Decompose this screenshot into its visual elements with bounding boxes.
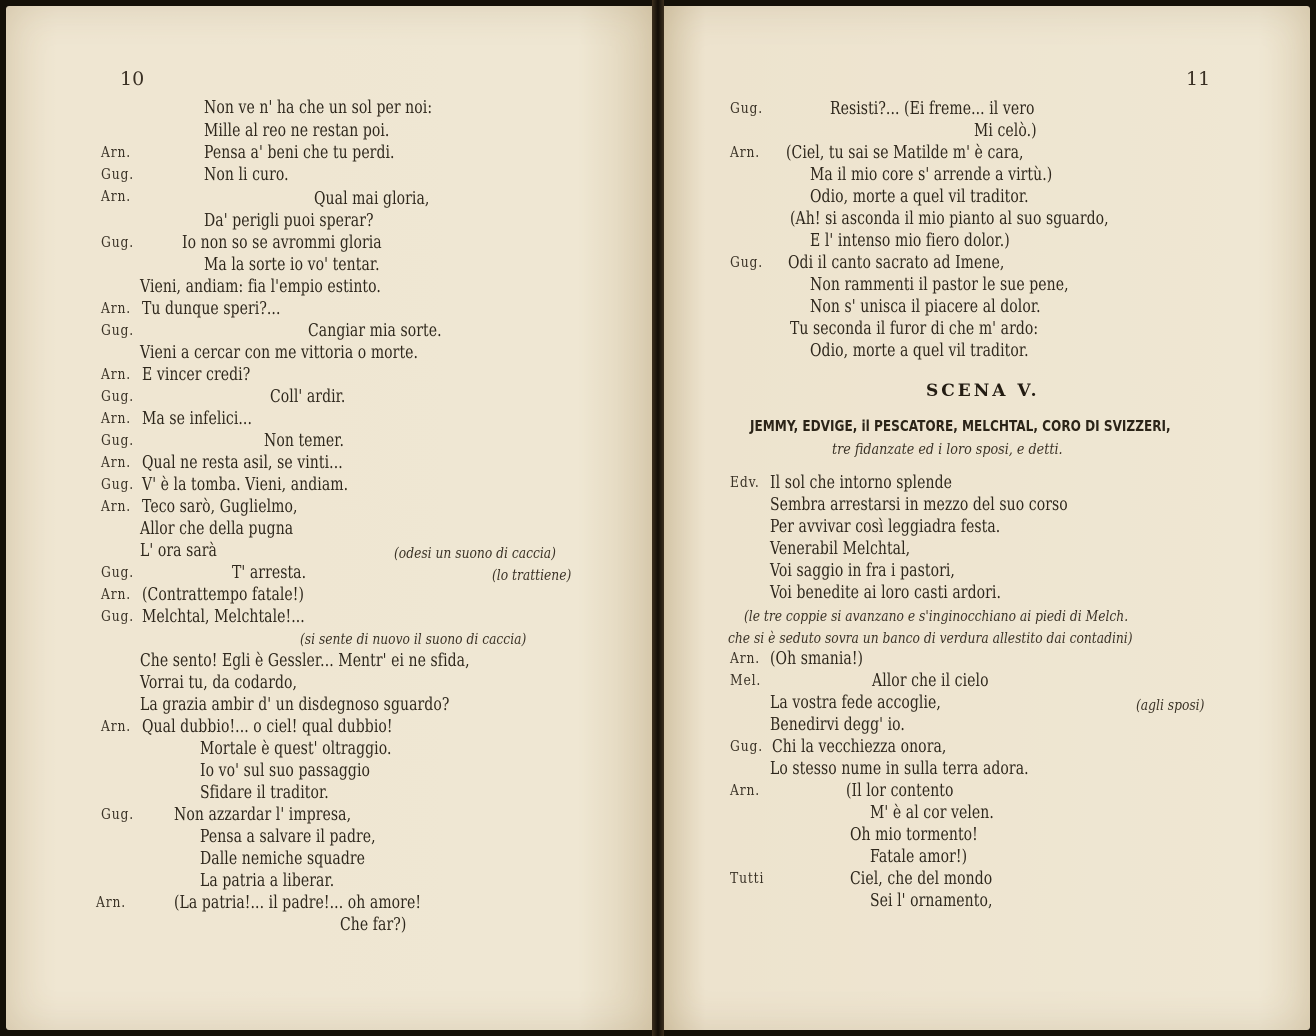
book-gutter [652,0,664,1036]
verse-line: L' ora sarà [140,541,217,561]
page-number: 11 [1186,68,1211,90]
verse-line: Non rammenti il pastor le sue pene, [810,275,1069,295]
speaker-label: Arn. [101,189,132,205]
verse-line: Vieni a cercar con me vittoria o morte. [140,343,419,363]
verse-line: Pensa a salvare il padre, [200,827,376,847]
verse-line: Il sol che intorno splende [770,473,952,493]
speaker-label: Arn. [101,455,132,471]
page-number: 10 [120,68,145,90]
verse-line: Odio, morte a quel vil traditor. [810,341,1029,361]
verse-line: Chi la vecchiezza onora, [772,737,947,757]
verse-line: Tu dunque speri?... [142,299,281,319]
verse-line: T' arresta. [232,563,307,583]
verse-line: Voi benedite ai loro casti ardori. [770,583,1001,603]
verse-line: Venerabil Melchtal, [770,539,911,559]
verse-line: Resisti?... (Ei freme... il vero [830,99,1035,119]
verse-line: M' è al cor velen. [870,803,994,823]
right-page [660,6,1310,1030]
verse-line: (Ah! si asconda il mio pianto al suo sguardo, [790,209,1109,229]
verse-line: Io non so se avrommi gloria [182,233,382,253]
verse-line: Mi celò.) [974,121,1037,141]
speaker-label: Gug. [730,255,764,271]
stage-direction: (le tre coppie si avanzano e s'inginocchiano ai piedi di Melch. [744,607,1129,625]
speaker-label: Arn. [730,145,761,161]
verse-line: Lo stesso nume in sulla terra adora. [770,759,1029,779]
stage-direction: (si sente di nuovo il suono di caccia) [300,630,527,648]
speaker-label: Gug. [101,609,135,625]
verse-line: Mille al reo ne restan poi. [204,121,390,141]
verse-line: Che far?) [340,915,407,935]
verse-line: Vorrai tu, da codardo, [140,673,298,693]
verse-line: Odi il canto sacrato ad Imene, [788,253,1005,273]
verse-line: (Contrattempo fatale!) [142,585,305,605]
verse-line: (Il lor contento [846,781,954,801]
verse-line: Da' perigli puoi sperar? [204,211,374,231]
stage-direction: (odesi un suono di caccia) [394,544,556,562]
speaker-label: Gug. [101,235,135,251]
cast-list: JEMMY, EDVIGE, il PESCATORE, MELCHTAL, CORO DI SVIZZERI, [750,417,1171,435]
stage-direction: che si è seduto sovra un banco di verdura allestito dai contadini) [728,629,1133,647]
speaker-label: Mel. [730,673,762,689]
verse-line: E l' intenso mio fiero dolor.) [810,231,1010,251]
left-page [6,6,656,1030]
verse-line: Non azzardar l' impresa, [174,805,352,825]
verse-line: E vincer credi? [142,365,251,385]
speaker-label: Arn. [101,145,132,161]
speaker-label: Arn. [101,411,132,427]
verse-line: Sfidare il traditor. [200,783,329,803]
speaker-label: Gug. [101,167,135,183]
verse-line: Sei l' ornamento, [870,891,993,911]
verse-line: (Ciel, tu sai se Matilde m' è cara, [786,143,1024,163]
stage-direction: (lo trattiene) [492,566,572,584]
verse-line: La grazia ambir d' un disdegnoso sguardo? [140,695,450,715]
verse-line: Qual ne resta asil, se vinti... [142,453,343,473]
speaker-label: Gug. [101,323,135,339]
cast-subtitle: tre fidanzate ed i loro sposi, e detti. [832,440,1063,458]
verse-line: Non s' unisca il piacere al dolor. [810,297,1041,317]
speaker-label: Edv. [730,475,760,491]
verse-line: Oh mio tormento! [850,825,978,845]
verse-line: Ciel, che del mondo [850,869,993,889]
verse-line: Ma se infelici... [142,409,252,429]
verse-line: Fatale amor!) [870,847,968,867]
scene-heading: SCENA V. [926,381,1040,401]
verse-line: Melchtal, Melchtale!... [142,607,305,627]
speaker-label: Gug. [101,565,135,581]
verse-line: Allor che il cielo [872,671,989,691]
speaker-label: Gug. [101,433,135,449]
speaker-label: Arn. [101,499,132,515]
verse-line: Che sento! Egli è Gessler... Mentr' ei ne sfida, [140,651,470,671]
speaker-label: Gug. [730,101,764,117]
speaker-label: Arn. [730,651,761,667]
verse-line: Teco sarò, Guglielmo, [142,497,298,517]
verse-line: Odio, morte a quel vil traditor. [810,187,1029,207]
verse-line: Non temer. [264,431,345,451]
verse-line: Mortale è quest' oltraggio. [200,739,392,759]
speaker-label: Gug. [101,389,135,405]
verse-line: Coll' ardir. [270,387,346,407]
speaker-label: Arn. [730,783,761,799]
verse-line: Voi saggio in fra i pastori, [770,561,955,581]
verse-line: Allor che della pugna [140,519,294,539]
speaker-label: Arn. [101,719,132,735]
speaker-label: Arn. [101,367,132,383]
speaker-label: Gug. [730,739,764,755]
verse-line: Pensa a' beni che tu perdi. [204,143,395,163]
speaker-label: Gug. [101,807,135,823]
verse-line: Benedirvi degg' io. [770,715,905,735]
speaker-label: Arn. [101,587,132,603]
verse-line: Qual mai gloria, [314,189,430,209]
verse-line: Dalle nemiche squadre [200,849,366,869]
speaker-label: Arn. [101,301,132,317]
verse-line: Qual dubbio!... o ciel! qual dubbio! [142,717,393,737]
verse-line: Io vo' sul suo passaggio [200,761,371,781]
verse-line: La vostra fede accoglie, [770,693,941,713]
verse-line: La patria a liberar. [200,871,335,891]
speaker-label: Tutti [730,871,765,887]
verse-line: Ma il mio core s' arrende a virtù.) [810,165,1053,185]
stage-direction: (agli sposi) [1136,696,1205,714]
verse-line: Non li curo. [204,165,289,185]
verse-line: Vieni, andiam: fia l'empio estinto. [140,277,381,297]
verse-line: (Oh smania!) [770,649,864,669]
verse-line: Ma la sorte io vo' tentar. [204,255,380,275]
verse-line: Tu seconda il furor di che m' ardo: [790,319,1039,339]
verse-line: Per avvivar così leggiadra festa. [770,517,1001,537]
verse-line: Sembra arrestarsi in mezzo del suo corso [770,495,1068,515]
verse-line: (La patria!... il padre!... oh amore! [174,893,422,913]
verse-line: Non ve n' ha che un sol per noi: [204,98,433,118]
speaker-label: Gug. [101,477,135,493]
verse-line: Cangiar mia sorte. [308,321,442,341]
verse-line: V' è la tomba. Vieni, andiam. [142,475,349,495]
speaker-label: Arn. [96,895,127,911]
